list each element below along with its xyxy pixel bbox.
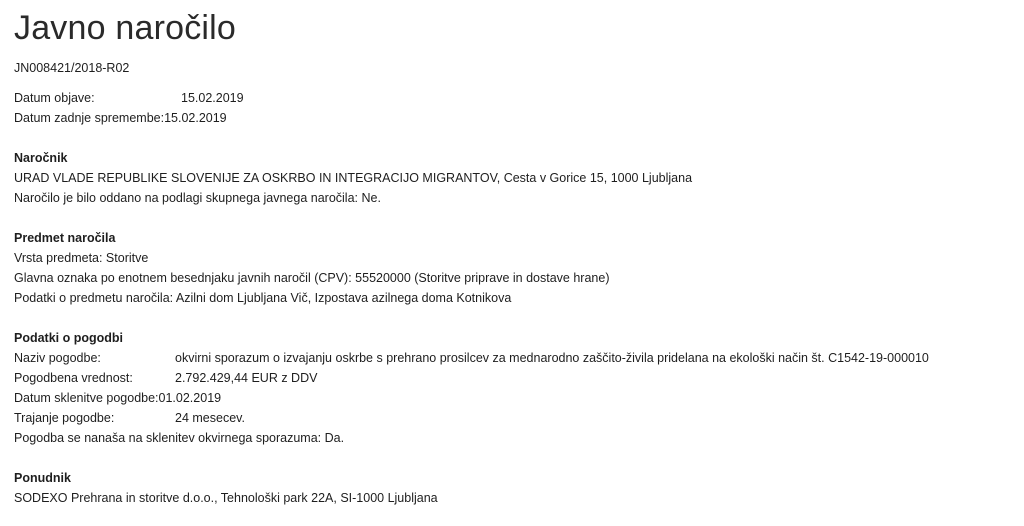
- contract-section: [14, 328, 1024, 448]
- framework-agreement-text: Pogodba se nanaša na sklenitev okvirnega sporazuma: Da.: [14, 431, 345, 445]
- contracting-authority-heading: Naročnik: [14, 151, 68, 165]
- contract-duration-label: Trajanje pogodbe:: [14, 411, 115, 425]
- tenderer-name: SODEXO Prehrana in storitve d.o.o., Tehnološki park 22A, SI-1000 Ljubljana: [14, 491, 438, 505]
- contract-date-value: 01.02.2019: [158, 391, 222, 405]
- contract-name-value: okvirni sporazum o izvajanju oskrbe s prehrano prosilcev za mednarodno zaščito-živila pridelana na ekološki način št. C1542-19-000010: [175, 351, 929, 365]
- contract-value-row: [14, 368, 1024, 388]
- tenderer-heading: Ponudnik: [14, 471, 71, 485]
- modified-date-row: [14, 108, 1024, 128]
- subject-type: Vrsta predmeta: Storitve: [14, 251, 149, 265]
- subject-cpv: Glavna oznaka po enotnem besednjaku javnih naročil (CPV): 55520000 (Storitve priprave in dostave hrane): [14, 271, 610, 285]
- contract-date-row: [14, 388, 1024, 408]
- published-date-row: [14, 88, 1024, 108]
- contract-duration-value: 24 mesecev.: [175, 411, 245, 425]
- dates-block: [14, 88, 1024, 128]
- tenderer-section: [14, 468, 1024, 508]
- page-title: Javno naročilo: [14, 9, 237, 47]
- contract-value-value: 2.792.429,44 EUR z DDV: [175, 371, 318, 385]
- contract-value-label: Pogodbena vrednost:: [14, 371, 133, 385]
- contracting-authority-section: [14, 148, 1024, 208]
- subject-section: [14, 228, 1024, 308]
- joint-procurement-text: Naročilo je bilo oddano na podlagi skupnega javnega naročila: Ne.: [14, 191, 381, 205]
- contract-name-row: [14, 348, 1024, 368]
- contract-heading: Podatki o pogodbi: [14, 331, 124, 345]
- subject-details: Podatki o predmetu naročila: Azilni dom Ljubljana Vič, Izpostava azilnega doma Kotnikova: [14, 291, 512, 305]
- contract-name-label: Naziv pogodbe:: [14, 351, 101, 365]
- modified-date-label: Datum zadnje spremembe:: [14, 111, 165, 125]
- published-date-value: 15.02.2019: [181, 91, 244, 105]
- reference-number: JN008421/2018-R02: [14, 61, 130, 75]
- contracting-authority-name: URAD VLADE REPUBLIKE SLOVENIJE ZA OSKRBO IN INTEGRACIJO MIGRANTOV, Cesta v Gorice 15, 1000 Ljubljana: [14, 171, 693, 185]
- published-date-label: Datum objave:: [14, 91, 95, 105]
- contract-duration-row: [14, 408, 1024, 428]
- subject-heading: Predmet naročila: [14, 231, 116, 245]
- modified-date-value: 15.02.2019: [164, 111, 227, 125]
- contract-date-label: Datum sklenitve pogodbe:: [14, 391, 159, 405]
